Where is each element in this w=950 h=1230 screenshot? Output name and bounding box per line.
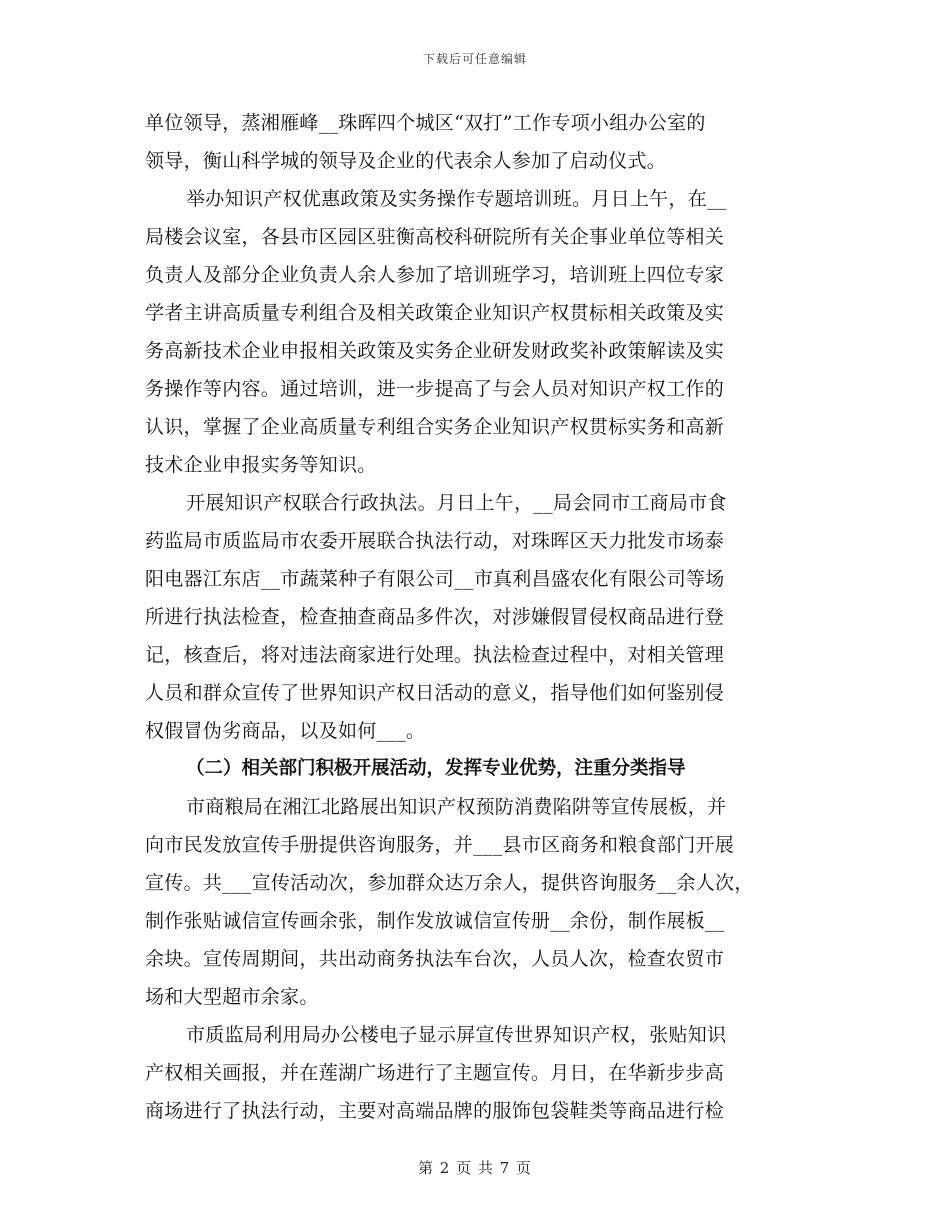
text-line: 人员和群众宣传了世界知识产权日活动的意义，指导他们如何鉴别侵 <box>145 682 725 704</box>
section-heading: （二）相关部门积极开展活动，发挥专业优势，注重分类指导 <box>186 758 686 779</box>
text-line: 制作张贴诚信宣传画余张，制作发放诚信宣传册__余份，制作展板__ <box>145 910 725 932</box>
paragraph-first-line: 举办知识产权优惠政策及实务操作专题培训班。月日上午，在__ <box>186 188 727 210</box>
text-line: 局楼会议室，各县市区园区驻衡高校科研院所有关企事业单位等相关 <box>145 226 725 248</box>
page-header: 下载后可任意编辑 <box>422 52 527 66</box>
text-line: 产权相关画报，并在莲湖广场进行了主题宣传。月日，在华新步步高 <box>145 1062 725 1084</box>
paragraph-first-line: 市商粮局在湘江北路展出知识产权预防消费陷阱等宣传展板，并 <box>186 796 727 818</box>
document-body <box>145 104 800 1130</box>
paragraph-first-line: 市质监局利用局办公楼电子显示屏宣传世界知识产权，张贴知识 <box>186 1024 727 1046</box>
text-line: 领导，衡山科学城的领导及企业的代表余人参加了启动仪式。 <box>145 150 667 172</box>
text-line: 记，核查后，将对违法商家进行处理。执法检查过程中，对相关管理 <box>145 644 725 666</box>
paragraph-first-line: 开展知识产权联合行政执法。月日上午，__局会同市工商局市食 <box>186 492 727 514</box>
text-line: 权假冒伪劣商品，以及如何___。 <box>145 720 426 742</box>
text-line: 所进行执法检查，检查抽查商品多件次，对涉嫌假冒侵权商品进行登 <box>145 606 725 628</box>
text-line: 学者主讲高质量专利组合及相关政策企业知识产权贯标相关政策及实 <box>145 302 725 324</box>
text-line: 商场进行了执法行动，主要对高端品牌的服饰包袋鞋类等商品进行检 <box>145 1100 725 1122</box>
text-line: 认识，掌握了企业高质量专利组合实务企业知识产权贯标实务和高新 <box>145 416 725 438</box>
text-line: 向市民发放宣传手册提供咨询服务，并___县市区商务和粮食部门开展 <box>145 834 735 856</box>
text-line: 药监局市质监局市农委开展联合执法行动，对珠晖区天力批发市场泰 <box>145 530 725 552</box>
text-line: 余块。宣传周期间，共出动商务执法车台次，人员人次，检查农贸市 <box>145 948 725 970</box>
text-line: 务操作等内容。通过培训，进一步提高了与会人员对知识产权工作的 <box>145 378 725 400</box>
text-line: 负责人及部分企业负责人余人参加了培训班学习，培训班上四位专家 <box>145 264 725 286</box>
text-line: 单位领导，蒸湘雁峰__珠晖四个城区“双打”工作专项小组办公室的 <box>145 112 706 134</box>
text-line: 务高新技术企业申报相关政策及实务企业研发财政奖补政策解读及实 <box>145 340 725 362</box>
text-line: 阳电器江东店__市蔬菜种子有限公司__市真利昌盛农化有限公司等场 <box>145 568 725 590</box>
text-line: 技术企业申报实务等知识。 <box>145 454 377 476</box>
page-number: 第 2 页 共 7 页 <box>418 1159 532 1177</box>
text-line: 场和大型超市余家。 <box>145 986 319 1008</box>
text-line: 宣传。共___宣传活动次，参加群众达万余人，提供咨询服务__余人次， <box>145 872 754 894</box>
